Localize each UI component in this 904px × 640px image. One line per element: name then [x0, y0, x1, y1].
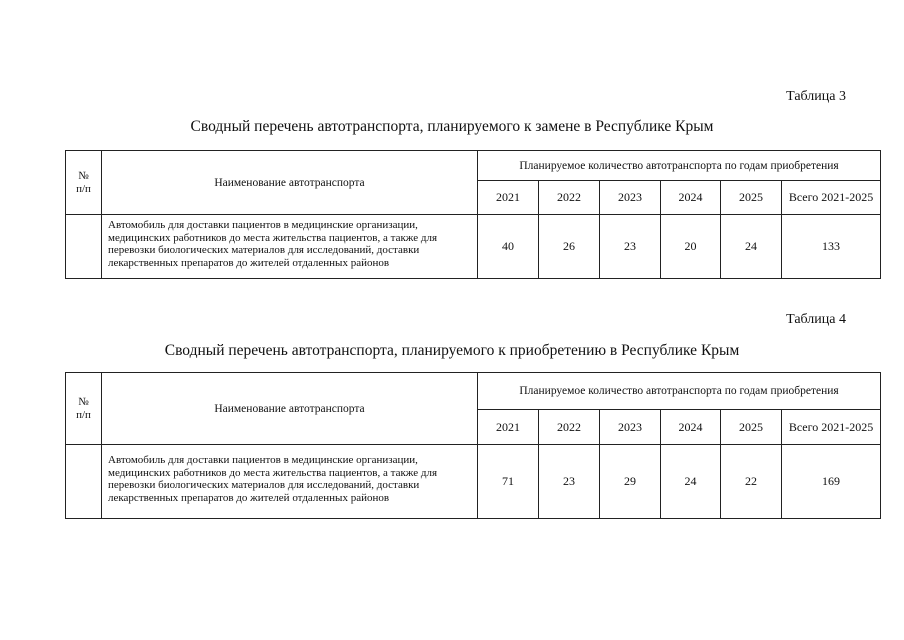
- col-number-header: [66, 373, 102, 445]
- row-value: 22: [721, 445, 782, 519]
- row-number: [66, 445, 102, 519]
- col-number-line2: п/п: [76, 408, 91, 421]
- row-description: Автомобиль для доставки пациентов в медицинские организации, медицинских работников до места жительства пациентов, а также для перевозки биологических материалов для исследований, доставки лекарственных препаратов до жителей отдаленных районов: [102, 215, 478, 279]
- table-4-header-row: [66, 373, 881, 410]
- row-total: 169: [782, 445, 881, 519]
- table-row: [66, 445, 881, 519]
- row-value: 23: [600, 215, 661, 279]
- row-number: [66, 215, 102, 279]
- col-group-header: Планируемое количество автотранспорта по годам приобретения: [478, 373, 881, 410]
- year-header: 2023: [600, 410, 661, 445]
- row-value: 40: [478, 215, 539, 279]
- col-name-header: Наименование автотранспорта: [102, 151, 478, 215]
- table-3-title: Сводный перечень автотранспорта, планируемого к замене в Республике Крым: [190, 118, 714, 135]
- col-number-line1: №: [78, 169, 89, 182]
- year-header: 2024: [661, 181, 721, 215]
- row-value: 20: [661, 215, 721, 279]
- col-number-line1: №: [78, 395, 89, 408]
- row-value: 24: [721, 215, 782, 279]
- year-header: 2025: [721, 181, 782, 215]
- col-number-header: [66, 151, 102, 215]
- table-4-title: Сводный перечень автотранспорта, планируемого к приобретению в Республике Крым: [164, 342, 740, 359]
- row-value: 24: [661, 445, 721, 519]
- year-header: 2021: [478, 181, 539, 215]
- table-4-label: Таблица 4: [786, 312, 846, 327]
- col-group-header: Планируемое количество автотранспорта по годам приобретения: [478, 151, 881, 181]
- row-total: 133: [782, 215, 881, 279]
- row-value: 29: [600, 445, 661, 519]
- year-header: 2025: [721, 410, 782, 445]
- year-header: 2024: [661, 410, 721, 445]
- total-header: Всего 2021-2025: [782, 410, 881, 445]
- year-header: 2021: [478, 410, 539, 445]
- col-name-header: Наименование автотранспорта: [102, 373, 478, 445]
- year-header: 2022: [539, 410, 600, 445]
- row-value: 71: [478, 445, 539, 519]
- year-header: 2022: [539, 181, 600, 215]
- col-number-line2: п/п: [76, 182, 91, 195]
- row-value: 23: [539, 445, 600, 519]
- table-3: [65, 150, 881, 279]
- row-description: Автомобиль для доставки пациентов в медицинские организации, медицинских работников до места жительства пациентов, а также для перевозки биологических материалов для исследований, доставки лекарственных препаратов до жителей отдаленных районов: [102, 445, 478, 519]
- table-3-header-row: [66, 151, 881, 181]
- row-value: 26: [539, 215, 600, 279]
- year-header: 2023: [600, 181, 661, 215]
- table-3-label: Таблица 3: [786, 89, 846, 104]
- total-header: Всего 2021-2025: [782, 181, 881, 215]
- table-4: [65, 372, 881, 519]
- table-row: [66, 215, 881, 279]
